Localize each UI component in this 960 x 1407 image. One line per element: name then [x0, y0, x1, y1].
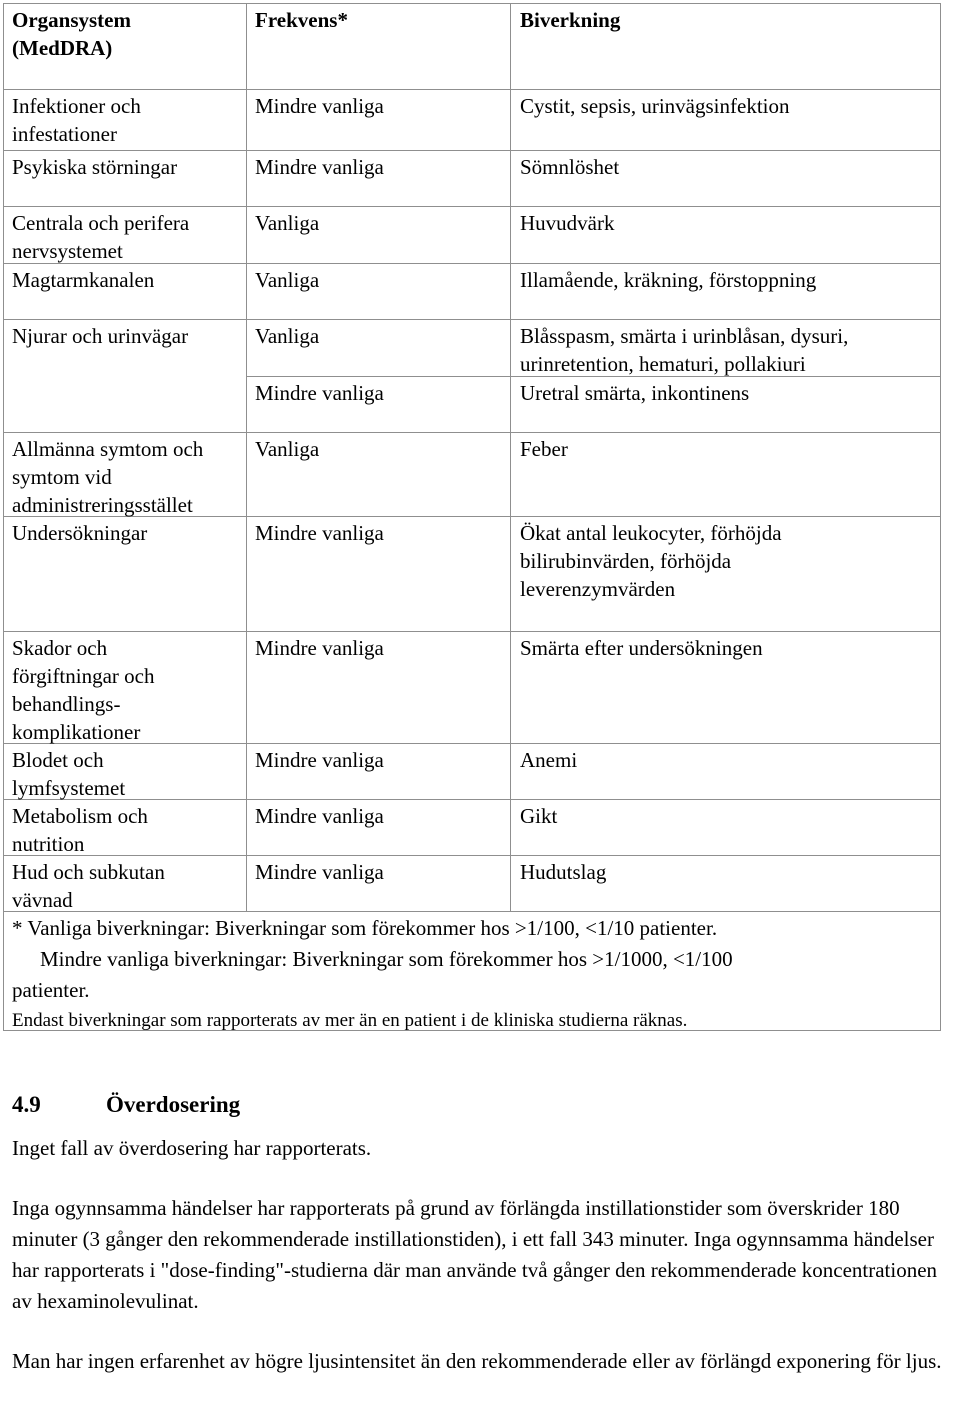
adverse-reactions-table [3, 3, 941, 1031]
table-border-left [3, 3, 4, 1031]
row-divider [3, 206, 941, 207]
reaction-cell: Sömnlöshet [520, 155, 620, 179]
organ-cell: Centrala och perifera nervsystemet [12, 211, 190, 263]
organ-cell: Metabolism och nutrition [12, 804, 148, 856]
row-divider [3, 799, 941, 800]
footnote-uncommon-cont: patienter. [12, 978, 90, 1002]
frequency-cell: Mindre vanliga [255, 381, 384, 405]
frequency-cell: Mindre vanliga [255, 521, 384, 545]
frequency-cell: Mindre vanliga [255, 748, 384, 772]
table-border-right [940, 3, 941, 1031]
paragraph: Man har ingen erfarenhet av högre ljusintensitet än den rekommenderade eller av förlängd exponering för ljus. [12, 1349, 942, 1373]
organ-cell: Magtarmkanalen [12, 268, 155, 292]
section-title: Överdosering [106, 1092, 241, 1117]
organ-cell: Blodet och lymfsystemet [12, 748, 126, 800]
frequency-cell: Mindre vanliga [255, 155, 384, 179]
paragraph: Inga ogynnsamma händelser har rapporterats på grund av förlängda instillationstider som överskrider 180 minuter (3 gånger den rekommenderade instillationstiden), i ett fall 343 minuter. Inga ogynnsamma händelser har rapporterats i "dose-finding"-studierna där man använde två gånger den rekommenderade koncentrationen av hexaminolevulinat. [12, 1196, 938, 1313]
frequency-cell: Mindre vanliga [255, 94, 384, 118]
reaction-cell: Gikt [520, 804, 558, 828]
column-divider [510, 3, 511, 911]
header-adverse-reaction: Biverkning [520, 8, 621, 32]
section-number: 4.9 [12, 1092, 41, 1117]
organ-cell: Psykiska störningar [12, 155, 178, 179]
header-frequency: Frekvens* [255, 8, 348, 32]
footnote-note: Endast biverkningar som rapporterats av mer än en patient i de kliniska studierna räknas. [12, 1010, 688, 1031]
reaction-cell: Smärta efter undersökningen [520, 636, 763, 660]
frequency-cell: Mindre vanliga [255, 636, 384, 660]
frequency-cell: Vanliga [255, 437, 320, 461]
footnote-common: * Vanliga biverkningar: Biverkningar som förekommer hos >1/100, <1/10 patienter. [12, 916, 718, 940]
organ-cell: Hud och subkutan vävnad [12, 860, 165, 912]
reaction-cell: Uretral smärta, inkontinens [520, 381, 750, 405]
reaction-cell: Feber [520, 437, 568, 461]
column-divider [246, 3, 247, 911]
reaction-cell: Huvudvärk [520, 211, 615, 235]
table-footnote [12, 913, 733, 1035]
header-organ-system: Organsystem (MedDRA) [12, 8, 131, 60]
reaction-cell: Cystit, sepsis, urinvägsinfektion [520, 94, 790, 118]
organ-cell: Undersökningar [12, 521, 148, 545]
organ-cell: Skador och förgiftningar och behandlings- komplikationer [12, 636, 155, 744]
frequency-cell: Vanliga [255, 324, 320, 348]
paragraph: Inget fall av överdosering har rapporterats. [12, 1136, 372, 1160]
frequency-cell: Mindre vanliga [255, 804, 384, 828]
organ-cell: Allmänna symtom och symtom vid administreringsstället [12, 437, 204, 517]
row-divider [3, 432, 941, 433]
reaction-cell: Hudutslag [520, 860, 607, 884]
frequency-cell: Vanliga [255, 211, 320, 235]
organ-cell: Njurar och urinvägar [12, 324, 189, 348]
section-heading [12, 1088, 240, 1122]
row-divider [3, 319, 941, 320]
reaction-cell: Blåsspasm, smärta i urinblåsan, dysuri, urinretention, hematuri, pollakiuri [520, 324, 849, 376]
row-divider [3, 631, 941, 632]
reaction-cell: Ökat antal leukocyter, förhöjda bilirubinvärden, förhöjda leverenzymvärden [520, 521, 782, 601]
reaction-cell: Anemi [520, 748, 578, 772]
footnote-uncommon: Mindre vanliga biverkningar: Biverkningar som förekommer hos >1/1000, <1/100 [40, 947, 733, 971]
frequency-cell: Vanliga [255, 268, 320, 292]
organ-cell: Infektioner och infestationer [12, 94, 141, 146]
row-divider [3, 150, 941, 151]
table-border-top [3, 3, 941, 4]
frequency-cell: Mindre vanliga [255, 860, 384, 884]
row-divider [3, 89, 941, 90]
reaction-cell: Illamående, kräkning, förstoppning [520, 268, 817, 292]
